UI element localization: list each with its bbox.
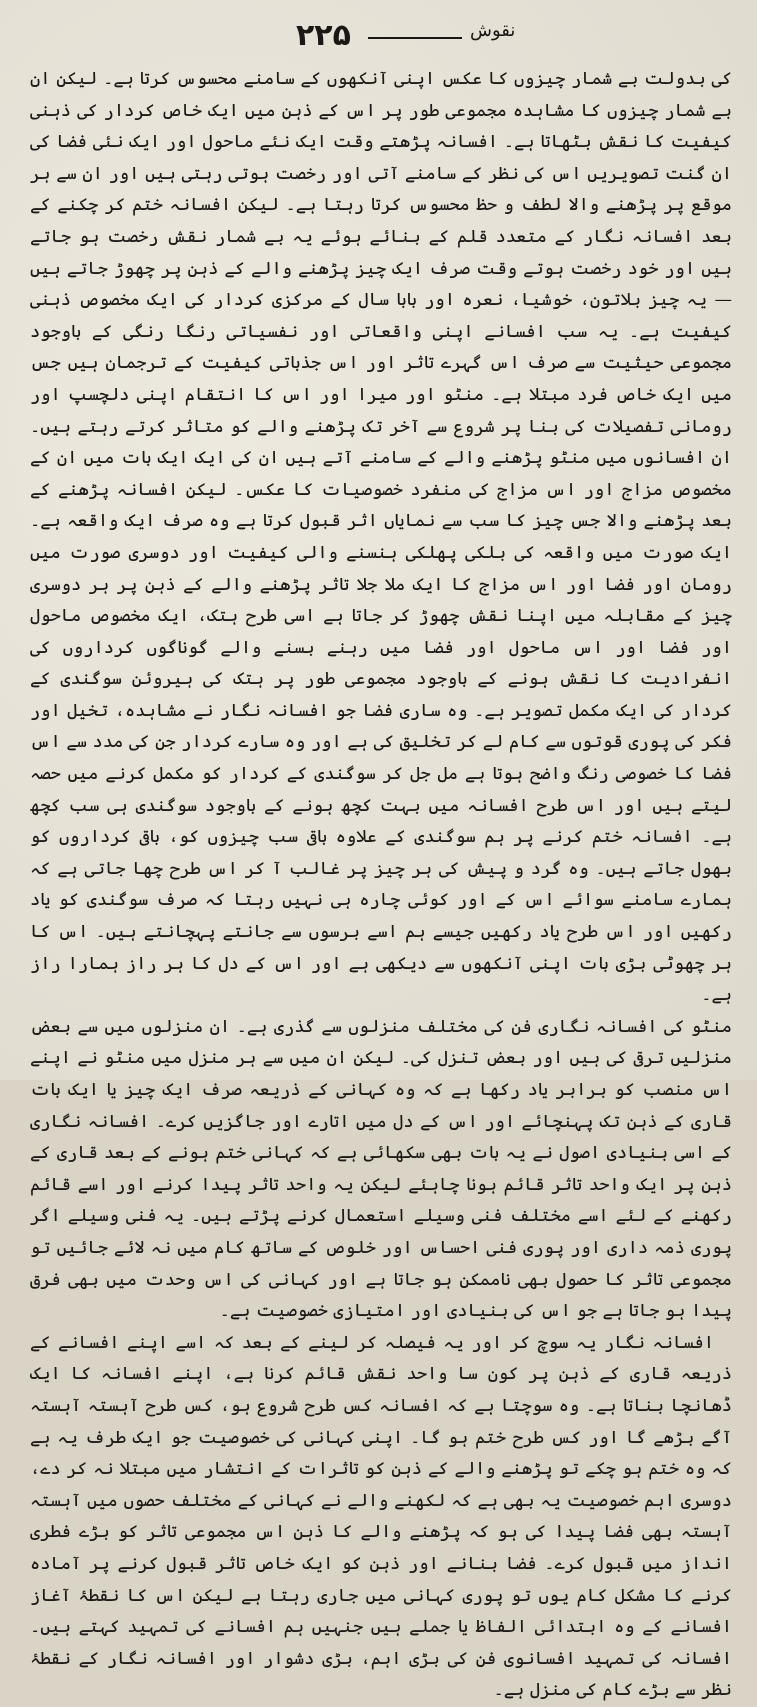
paragraph-3 (30, 1328, 732, 1707)
paragraph-text: افسانہ نگار یہ سوچ کر اور یہ فیصلہ کر لینے کے بعد کہ اسے اپنے افسانے کے ذریعہ قاری کے ذہن پر کون سا واحد نقش قائم کرنا ہے، اپنے افسانہ کا ایک ڈھانچا بناتا ہے۔ وہ سوچتا ہے کہ افسانہ کس طرح شروع ہو، کس طرح آہستہ آہستہ آگے بڑھے گا اور کس طرح ختم ہو گا۔ اپنی کہانی کی خصوصیت جو ایک طرف یہ ہے کہ وہ ختم ہو چکے تو پڑھنے والے کے ذہن کو تاثرات کے انتشار میں مبتلا نہ کر دے، دوسری اہم خصوصیت یہ بھی ہے کہ لکھنے والے نے کہانی کے مختلف حصوں میں آہستہ آہستہ بھی فضا پیدا کی ہو کہ پڑھنے والے کا ذہن اس مجموعی تاثر کو بڑے فطری انداز میں قبول کرے۔ فضا بنانے اور ذہن کو ایک خاص تاثر قبول کرنے پر آمادہ کرنے کا مشکل کام یوں تو پوری کہانی میں جاری رہتا ہے لیکن اس کا نقطۂ آغاز افسانے کے وہ ابتدائی الفاظ یا جملے ہیں جنہیں ہم افسانے کی تمہید کہتے ہیں۔ افسانہ کی تمہید افسانوی فن کی بڑی اہم، بڑی دشوار اور افسانہ نگار کے نقطۂ نظر سے بڑے کام کی منزل ہے۔ (30, 1332, 732, 1701)
header-rule (368, 37, 462, 39)
article-body (30, 64, 732, 1707)
paragraph-2 (30, 1012, 732, 1328)
paragraph-text: منٹو کی افسانہ نگاری فن کی مختلف منزلوں سے گذری ہے۔ ان منزلوں میں سے بعض منزلیں ترقی کی ہیں اور بعض تنزل کی۔ لیکن ان میں سے ہر منزل میں منٹو نے اپنے اس منصب کو برابر یاد رکھا ہے کہ وہ کہانی کے ذریعہ صرف ایک چیز یا ایک بات قاری کے ذہن تک پہنچائے اور اس کے دل میں اتارے اور جاگزیں کرے۔ افسانہ نگاری کے اسی بنیادی اصول نے یہ بات بھی سکھائی ہے کہ کہانی ختم ہونے کے بعد قاری کے ذہن پر ایک واحد تاثر قائم ہونا چاہئے لیکن یہ واحد تاثر پیدا کرنے اور اسے قائم رکھنے کے لئے اسے مختلف فنی وسیلے استعمال کرنے پڑتے ہیں۔ یہ فنی وسیلے اگر پوری ذمہ داری اور پوری فنی احساس اور خلوص کے ساتھ کام میں نہ لائے جائیں تو مجموعی تاثر کا حصول بھی ناممکن ہو جاتا ہے اور کہانی کی اس وحدت میں بھی فرق پیدا ہو جاتا ہے جو اس کی بنیادی اور امتیازی خصوصیت ہے۔ (30, 1016, 732, 1322)
paragraph-text: کی بدولت بے شمار چیزوں کا عکس اپنی آنکھوں کے سامنے محسوس کرتا ہے۔ لیکن ان بے شمار چیزوں کا مشاہدہ مجموعی طور پر اس کے ذہن میں ایک خاص کردار کی ذہنی کیفیت کا نقش بٹھاتا ہے۔ افسانہ پڑھتے وقت ایک نئے ماحول اور ایک نئی فضا کی ان گنت تصویریں اس کی نظر کے سامنے آتی اور رخصت ہوتی رہتی ہیں اور ان سے ہر موقع پر پڑھنے والا لطف و حظ محسوس کرتا رہتا ہے۔ لیکن افسانہ ختم کر چکنے کے بعد افسانہ نگار کے متعدد قلم کے بنائے ہوئے یہ بے شمار نقش رخصت ہو جاتے ہیں اور خود رخصت ہوتے وقت صرف ایک چیز پڑھنے والے کے ذہن پر چھوڑ جاتے ہیں — یہ چیز بلاتون، خوشیا، نعرہ اور بابا سال کے مرکزی کردار کی ایک مخصوص ذہنی کیفیت ہے۔ یہ سب افسانے اپنی واقعاتی اور نفسیاتی رنگا رنگی کے باوجود مجموعی حیثیت سے صرف اس گہرے تاثر اور اس جذباتی کیفیت کے ترجمان ہیں جس میں ایک خاص فرد مبتلا ہے۔ منٹو اور میرا اور اس کا انتقام اپنی دلچسپ اور رومانی تفصیلات کی بنا پر شروع سے آخر تک پڑھنے والے کو متاثر کرتے رہتے ہیں۔ ان افسانوں میں منٹو پڑھنے والے کے سامنے آتے ہیں ان کی ایک ایک بات میں ان کے مخصوص مزاج اور اس مزاج کی منفرد خصوصیات کا عکس۔ لیکن افسانہ پڑھنے کے بعد پڑھنے والا جس چیز کا سب سے نمایاں اثر قبول کرتا ہے وہ صرف ایک واقعہ ہے۔ ایک صورت میں واقعہ کی بلکی پھلکی ہنسنے والی کیفیت اور دوسری صورت میں رومان اور فضا اور اس مزاج کا ایک ملا جلا تاثر پڑھنے والے کے ذہن پر ہر دوسری چیز کے مقابلہ میں اپنا نقش چھوڑ کر جاتا ہے اسی طرح ہتک، ایک مخصوص ماحول اور فضا اور اس ماحول اور فضا میں رہنے بسنے والے گوناگوں کرداروں کی انفرادیت کا نقش ہونے کے باوجود مجموعی طور پر ہتک کی ہیروئن سوگندی کے کردار کی ایک مکمل تصویر ہے۔ وہ ساری فضا جو افسانہ نگار نے مشاہدہ، تخیل اور فکر کی پوری قوتوں سے کام لے کر تخلیق کی ہے اور وہ سارے کردار جن کی مدد سے اس فضا کا خصوصی رنگ واضح ہوتا ہے مل جل کر سوگندی کے کردار کو مکمل کرنے میں حصہ لیتے ہیں اور اس طرح افسانہ میں بہت کچھ ہونے کے باوجود سوگندی ہی سب کچھ ہے۔ افسانہ ختم کرنے پر ہم سوگندی کے علاوہ باقی سب چیزوں کو، باقی کرداروں کو بھول جاتے ہیں۔ وہ گرد و پیش کی ہر چیز پر غالب آ کر اس طرح چھا جاتی ہے کہ ہمارے سامنے سوائے اس کے اور کوئی چارہ ہی نہیں رہتا کہ صرف سوگندی کو یاد رکھیں اور اس طرح یاد رکھیں جیسے ہم اسے برسوں سے جانتے پہچانتے ہیں۔ اس کا ہر چھوٹی بڑی بات اپنی آنکھوں سے دیکھی ہے اور اس کے دل کا ہر راز ہمارا راز ہے۔ (30, 69, 732, 1006)
paragraph-1 (30, 64, 732, 1012)
page-header (0, 18, 757, 58)
page-number: ۲۲۵ (296, 18, 351, 53)
journal-title: نقوش (470, 20, 516, 41)
